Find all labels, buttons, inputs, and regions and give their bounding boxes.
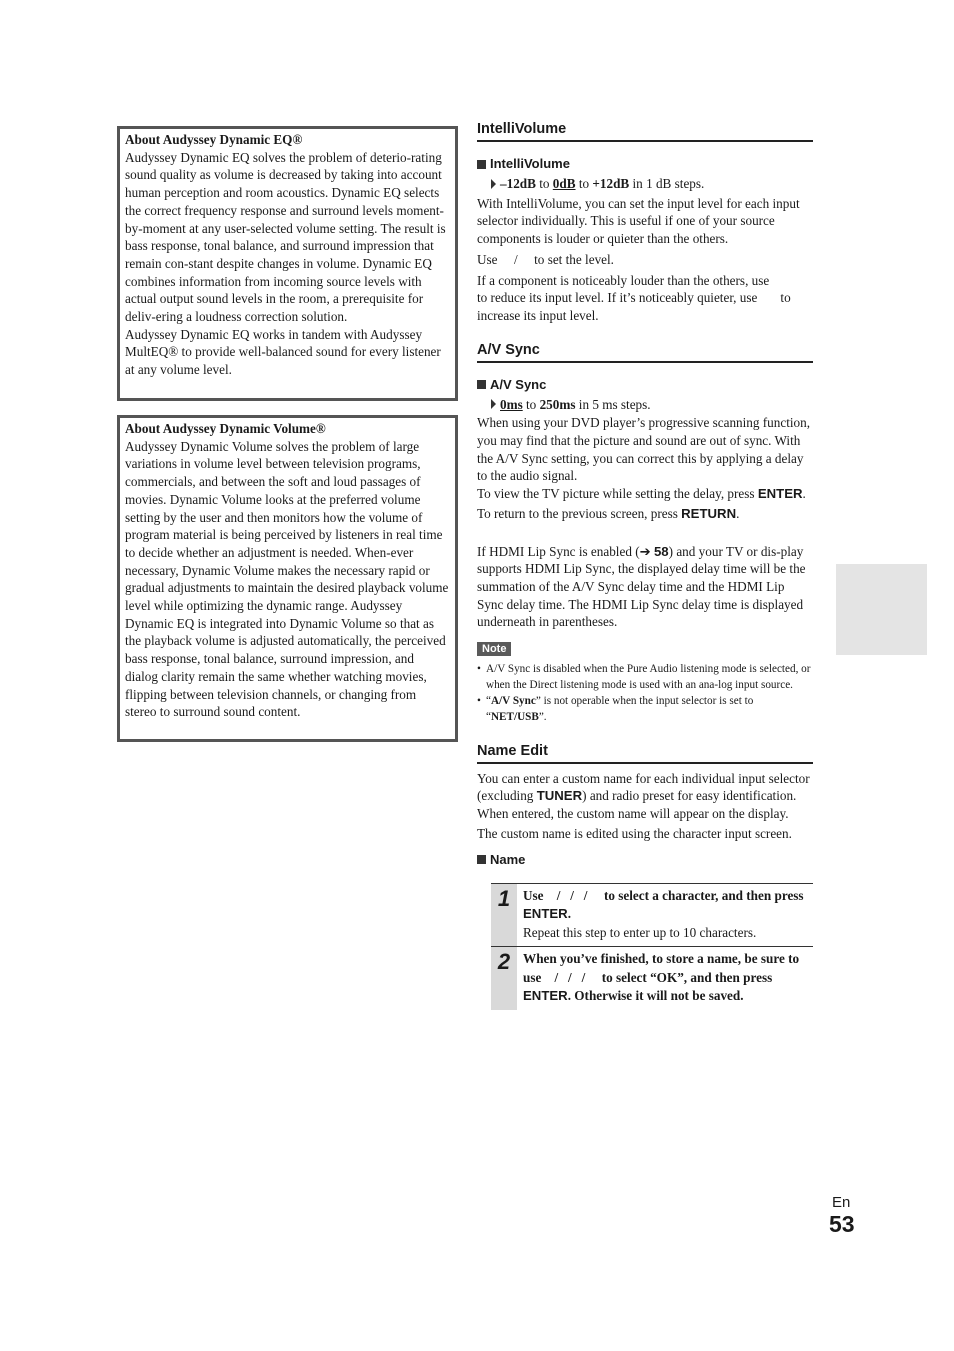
square-bullet-icon bbox=[477, 160, 486, 169]
text-span: A/V Sync bbox=[490, 694, 536, 707]
chapter-side-tab bbox=[836, 564, 927, 655]
section-heading-name-edit: Name Edit bbox=[477, 742, 813, 764]
paragraph bbox=[477, 770, 813, 823]
square-bullet-icon bbox=[477, 855, 486, 864]
note-item bbox=[477, 693, 813, 725]
text-span: ) and radio preset for easy identification. When entered, the custom name will appear on the display. bbox=[477, 788, 797, 822]
note-list bbox=[477, 661, 813, 725]
box-title: About Audyssey Dynamic EQ® bbox=[125, 132, 303, 147]
paragraph bbox=[477, 272, 813, 325]
square-bullet-icon bbox=[477, 380, 486, 389]
subheading-label: Name bbox=[490, 851, 526, 867]
subheading-avsync bbox=[477, 377, 813, 393]
step-instruction bbox=[523, 887, 813, 924]
text-span: ) and your TV or dis-play supports HDMI Lip Sync, the displayed delay time will be the summation of the A/V Sync delay time and the HDMI Lip Sync delay time. The HDMI Lip Sync delay time is displayed underneath in parentheses. bbox=[477, 543, 806, 630]
text-span: ”. bbox=[538, 710, 547, 723]
section-heading-avsync: A/V Sync bbox=[477, 341, 813, 363]
range-to: to bbox=[526, 396, 537, 412]
text-span: to reduce its input level. If it’s noticeably quieter, use to increase its input level. bbox=[477, 290, 794, 323]
step-row bbox=[491, 884, 813, 948]
text-span: . bbox=[567, 906, 571, 922]
step-body bbox=[517, 947, 813, 1010]
paragraph bbox=[477, 543, 813, 632]
text-span: NET/USB bbox=[490, 710, 539, 723]
range-to: to bbox=[578, 176, 590, 191]
section-heading-intellivolume: IntelliVolume bbox=[477, 120, 813, 142]
value-range bbox=[477, 175, 813, 193]
return-key-label: RETURN bbox=[681, 505, 737, 521]
text-span: Use / / / to select a character, and then press bbox=[523, 887, 804, 903]
triangle-bullet-icon bbox=[491, 179, 496, 189]
box-paragraph: Audyssey Dynamic Volume solves the problem of large variations in volume level between television programs, commercials, and between the soft and loud passages of movies. Dynamic Volume looks at the preferred volume setting by the user and then monitors how the volume of program material is being perceived by listeners in real time to decide whether an adjustment is needed. When-ever necessary, Dynamic Volume makes the necessary rapid or gradual adjustments to maintain the desired playback volume level while optimizing the dynamic range. Audyssey Dynamic EQ is integrated into Dynamic Volume so that as the playback volume is adjusted automatically, the perceived bass response, tonal balance, surround impression, and dialog clarity remain the same whether watching movies, flipping between television channels, or changing from stereo to surround sound content. bbox=[125, 438, 449, 720]
range-step: in 1 dB steps. bbox=[632, 176, 705, 191]
value-range bbox=[477, 396, 813, 414]
enter-key-label: ENTER bbox=[523, 906, 568, 922]
text-span: To view the TV picture while setting the delay, press bbox=[477, 486, 755, 502]
page-ref-arrow-icon: ➔ bbox=[639, 543, 651, 559]
note-badge: Note bbox=[477, 642, 511, 656]
subheading-label: A/V Sync bbox=[490, 376, 547, 392]
subheading-name bbox=[477, 852, 813, 868]
box-title: About Audyssey Dynamic Volume® bbox=[125, 421, 326, 436]
text-span: You can enter a custom name for each individual input selector (excluding bbox=[477, 770, 810, 804]
paragraph bbox=[477, 485, 813, 503]
range-min: 0ms bbox=[500, 396, 523, 412]
paragraph: When using your DVD player’s progressive scanning function, you may find that the picture and sound are out of sync. With the A/V Sync setting, you can correct this by applying a delay to the audio signal. bbox=[477, 415, 811, 484]
text-span: . Otherwise it will not be saved. bbox=[567, 988, 744, 1004]
note-item: • A/V Sync is disabled when the Pure Audio listening mode is selected, or when the Direct listening mode is used with an ana-log input source. bbox=[477, 661, 813, 693]
box-paragraph: Audyssey Dynamic EQ solves the problem of deterio-rating sound quality as volume is decreased by taking into account human perception and room acoustics. Dynamic EQ selects the correct frequency response and surround levels moment-by-moment at any user-selected volume setting. The result is bass response, tonal balance, and surround impression that remain con-stant despite changes in volume. Dynamic EQ combines information from incoming source levels with actual output sound levels in the room, a prerequisite for deliv-ering a loudness correction solution. bbox=[125, 149, 446, 325]
text-span: When you’ve finished, to store a name, be sure to use / / / to select “OK”, and then press bbox=[523, 951, 803, 985]
tuner-label: TUNER bbox=[536, 788, 583, 804]
paragraph: Use / to set the level. bbox=[477, 251, 614, 267]
range-default: 0dB bbox=[552, 176, 576, 191]
paragraph bbox=[477, 505, 813, 523]
range-step: in 5 ms steps. bbox=[578, 396, 651, 412]
text-span: . bbox=[736, 505, 740, 521]
audyssey-dynamic-volume-box bbox=[117, 415, 458, 742]
range-min: –12dB bbox=[500, 176, 536, 191]
box-paragraph: Audyssey Dynamic EQ works in tandem with Audyssey MultEQ® to provide well-balanced sound for every listener at any volume level. bbox=[125, 326, 441, 378]
subheading-label: IntelliVolume bbox=[490, 156, 570, 171]
text-span: If a component is noticeably louder than the others, use bbox=[477, 272, 770, 288]
step-body bbox=[517, 884, 813, 947]
step-number: 2 bbox=[491, 947, 517, 1010]
step-instruction bbox=[523, 950, 813, 1006]
language-label: En bbox=[832, 1194, 851, 1211]
page-number: 53 bbox=[829, 1211, 855, 1237]
steps-table bbox=[491, 883, 813, 1010]
audyssey-dynamic-eq-box bbox=[117, 126, 458, 401]
range-max: 250ms bbox=[539, 396, 576, 412]
note-block bbox=[477, 639, 813, 725]
paragraph: The custom name is edited using the character input screen. bbox=[477, 825, 792, 841]
range-max: +12dB bbox=[592, 176, 630, 191]
step-row bbox=[491, 947, 813, 1010]
text-span: If HDMI Lip Sync is enabled ( bbox=[477, 543, 640, 559]
step-number: 1 bbox=[491, 884, 517, 947]
enter-key-label: ENTER bbox=[757, 486, 803, 502]
step-note: Repeat this step to enter up to 10 characters. bbox=[523, 924, 757, 940]
text-span: To return to the previous screen, press bbox=[477, 505, 678, 521]
enter-key-label: ENTER bbox=[523, 988, 568, 1004]
paragraph: With IntelliVolume, you can set the input level for each input selector individually. This is useful if one of your source components is louder or quieter than the others. bbox=[477, 195, 800, 247]
text-span: . bbox=[802, 486, 806, 502]
page-reference[interactable]: 58 bbox=[653, 543, 669, 559]
text-span: “ bbox=[486, 694, 491, 707]
text-span: ” is not operable when the input selector is set to “ bbox=[486, 694, 754, 723]
subheading-intellivolume bbox=[477, 156, 813, 172]
right-column bbox=[477, 120, 813, 1010]
range-to: to bbox=[539, 176, 550, 191]
triangle-bullet-icon bbox=[491, 399, 496, 409]
